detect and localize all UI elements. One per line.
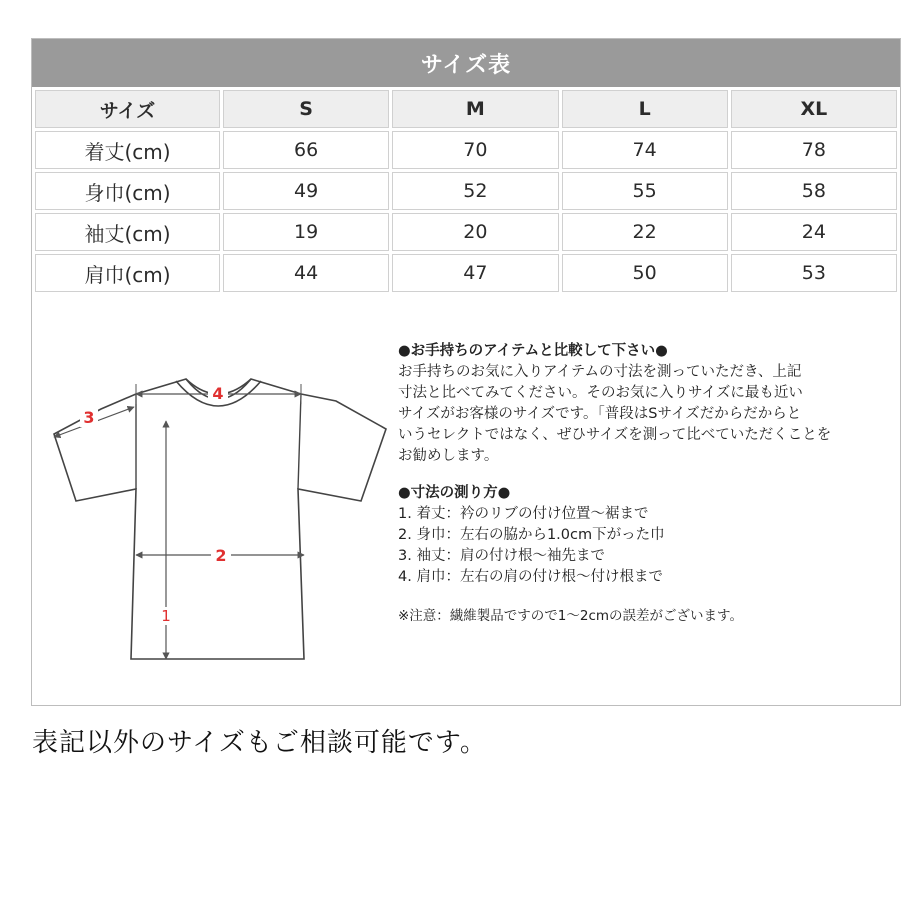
header-m: M — [392, 90, 558, 128]
notes-paragraph-line: サイズがお客様のサイズです。「普段はSサイズだからだからと — [398, 406, 802, 422]
table-cell: 58 — [731, 172, 897, 210]
table-cell: 50 — [562, 254, 728, 292]
header-s: S — [223, 90, 389, 128]
list-item: 3. 袖丈：肩の付け根～袖先まで — [398, 548, 605, 564]
table-cell: 44 — [223, 254, 389, 292]
table-cell: 52 — [392, 172, 558, 210]
measure-label-2: 2 — [215, 546, 227, 565]
notes-heading-method: ●寸法の測り方● — [398, 485, 511, 501]
notes-paragraph-line: 寸法と比べてみてください。そのお気に入りサイズに最も近い — [398, 385, 803, 401]
table-cell: 55 — [562, 172, 728, 210]
size-table — [32, 87, 900, 295]
measure-label-4: 4 — [212, 384, 224, 403]
table-row — [35, 131, 897, 169]
header-xl: XL — [731, 90, 897, 128]
table-row — [35, 213, 897, 251]
measurement-method-list — [398, 504, 898, 588]
header-size: サイズ — [35, 90, 220, 128]
table-row — [35, 254, 897, 292]
notes-paragraph-line: いうセレクトではなく、ぜひサイズを測って比べていただくことを — [398, 427, 832, 443]
row-label: 身巾(cm) — [35, 172, 220, 210]
table-cell: 70 — [392, 131, 558, 169]
list-item: 4. 肩巾：左右の肩の付け根～付け根まで — [398, 569, 663, 585]
notes-heading-compare: ●お手持ちのアイテムと比較して下さい● — [398, 343, 668, 359]
table-cell: 66 — [223, 131, 389, 169]
table-row — [35, 172, 897, 210]
table-cell: 49 — [223, 172, 389, 210]
list-item: 1. 着丈：衿のリブの付け位置～裾まで — [398, 506, 649, 522]
notes-paragraph-line: お勧めします。 — [398, 448, 499, 464]
table-header-row — [35, 90, 897, 128]
table-cell: 53 — [731, 254, 897, 292]
header-l: L — [562, 90, 728, 128]
table-cell: 47 — [392, 254, 558, 292]
caution-note: ※注意：繊維製品ですので1～2cmの誤差がございます。 — [398, 608, 743, 624]
notes-paragraph-line: お手持ちのお気に入りアイテムの寸法を測っていただき、上記 — [398, 364, 802, 380]
row-label: 着丈(cm) — [35, 131, 220, 169]
table-cell: 78 — [731, 131, 897, 169]
row-label: 肩巾(cm) — [35, 254, 220, 292]
table-cell: 19 — [223, 213, 389, 251]
table-cell: 24 — [731, 213, 897, 251]
table-cell: 74 — [562, 131, 728, 169]
list-item: 2. 身巾：左右の脇から1.0cm下がった巾 — [398, 527, 665, 543]
row-label: 袖丈(cm) — [35, 213, 220, 251]
table-cell: 20 — [392, 213, 558, 251]
table-cell: 22 — [562, 213, 728, 251]
measure-label-1: 1 — [161, 607, 171, 625]
measure-label-3: 3 — [83, 408, 95, 427]
size-chart-title: サイズ表 — [32, 39, 900, 87]
tshirt-outline — [54, 379, 386, 659]
size-chart — [31, 38, 901, 706]
custom-size-caption: 表記以外のサイズもご相談可能です。 — [32, 728, 487, 758]
tshirt-diagram — [36, 339, 396, 679]
measurement-notes — [398, 341, 898, 627]
